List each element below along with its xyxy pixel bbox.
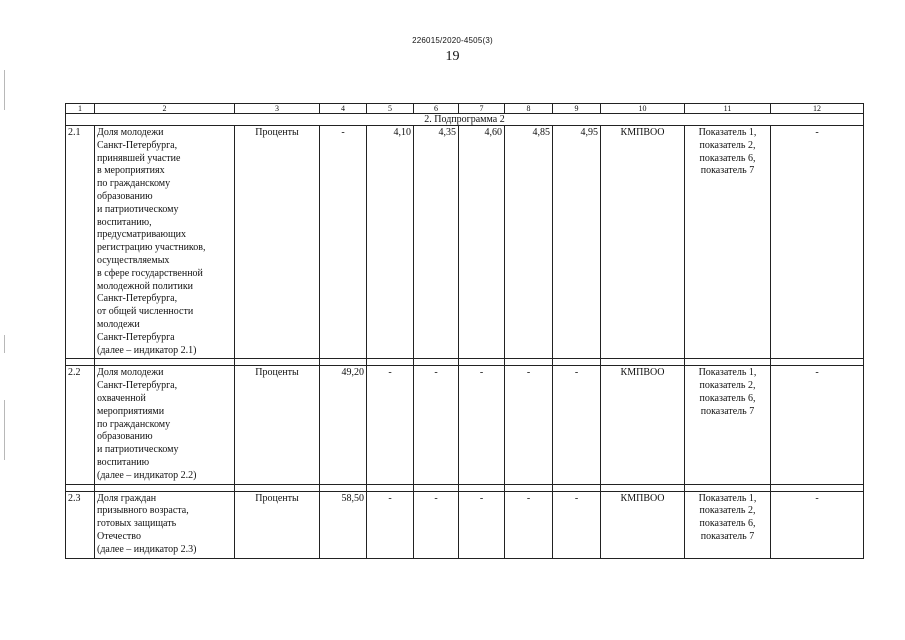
indicator-name-line: мероприятиями	[97, 405, 165, 417]
related-indicator-line: Показатель 1,	[698, 492, 757, 504]
executor-cell: КМПВОО	[601, 366, 685, 484]
separator-cell	[459, 359, 505, 366]
note-cell: -	[771, 491, 864, 558]
row-separator	[66, 484, 864, 491]
related-indicator-line: показатель 6,	[699, 392, 756, 404]
indicator-name-line: Отечество	[97, 530, 141, 542]
separator-cell	[505, 484, 553, 491]
indicator-name-line: (далее – индикатор 2.3)	[97, 543, 197, 555]
indicator-name-line: осуществляемых	[97, 254, 170, 266]
indicator-name-line: и патриотическому	[97, 444, 179, 456]
column-header: 8	[505, 104, 553, 114]
value-cell: -	[320, 126, 367, 359]
separator-cell	[553, 484, 601, 491]
separator-cell	[66, 359, 95, 366]
indicator-name-line: принявшей участие	[97, 152, 181, 164]
value-cell: 4,10	[367, 126, 414, 359]
column-header: 9	[553, 104, 601, 114]
separator-cell	[320, 484, 367, 491]
column-header: 5	[367, 104, 414, 114]
column-header: 4	[320, 104, 367, 114]
separator-cell	[414, 484, 459, 491]
value-cell: -	[505, 491, 553, 558]
value-cell: 4,95	[553, 126, 601, 359]
related-indicator-line: показатель 7	[700, 165, 755, 177]
indicator-name-cell	[95, 366, 235, 484]
related-indicator-line: показатель 2,	[699, 139, 756, 151]
related-indicator-line: Показатель 1,	[698, 127, 757, 138]
page-number: 19	[445, 49, 460, 64]
indicator-name-line: Санкт-Петербурга,	[97, 380, 178, 392]
scan-edge-mark	[4, 70, 5, 110]
executor-cell: КМПВОО	[601, 491, 685, 558]
row-separator	[66, 359, 864, 366]
indicator-name-cell	[95, 126, 235, 359]
unit-cell: Проценты	[235, 491, 320, 558]
column-header: 3	[235, 104, 320, 114]
value-cell: -	[553, 491, 601, 558]
unit-cell: Проценты	[235, 126, 320, 359]
separator-cell	[459, 484, 505, 491]
related-indicators-cell	[685, 366, 771, 484]
value-cell: -	[367, 366, 414, 484]
indicator-name-line: от общей численности	[97, 306, 194, 318]
separator-cell	[771, 484, 864, 491]
indicator-name-line: воспитанию	[97, 456, 150, 468]
separator-cell	[235, 359, 320, 366]
scan-edge-mark	[4, 400, 5, 460]
separator-cell	[685, 484, 771, 491]
separator-cell	[66, 484, 95, 491]
indicator-name-cell	[95, 491, 235, 558]
value-cell: -	[414, 366, 459, 484]
indicator-name-line: призывного возраста,	[97, 505, 189, 517]
indicator-name-line: в сфере государственной	[97, 267, 203, 279]
value-cell: 4,85	[505, 126, 553, 359]
indicator-name-line: предусматривающих	[97, 229, 187, 241]
scan-edge-mark	[4, 335, 5, 353]
indicator-name-line: образованию	[97, 190, 153, 202]
value-cell: 58,50	[320, 491, 367, 558]
value-cell: -	[505, 366, 553, 484]
indicator-name-line: Доля молодежи	[97, 367, 164, 379]
value-cell: 49,20	[320, 366, 367, 484]
indicator-name-line: и патриотическому	[97, 203, 179, 215]
indicator-name-line: молодежи	[97, 318, 140, 330]
indicator-name-line: образованию	[97, 431, 153, 443]
indicator-number-cell: 2.3	[66, 491, 95, 558]
indicator-name-line: (далее – индикатор 2.2)	[97, 469, 197, 481]
value-cell: -	[459, 366, 505, 484]
separator-cell	[601, 359, 685, 366]
column-number-header	[66, 104, 864, 114]
document-stamp: 226015/2020-4505(3)	[412, 36, 493, 45]
section-row	[66, 114, 864, 126]
indicator-name-line: по гражданскому	[97, 418, 171, 430]
separator-cell	[414, 359, 459, 366]
indicators-table	[65, 103, 864, 559]
indicator-name-line: Санкт-Петербурга,	[97, 293, 178, 305]
column-header: 12	[771, 104, 864, 114]
indicator-name-line: молодежной политики	[97, 280, 194, 292]
note-cell: -	[771, 126, 864, 359]
separator-cell	[367, 359, 414, 366]
value-cell: 4,60	[459, 126, 505, 359]
value-cell: 4,35	[414, 126, 459, 359]
indicator-name-line: Доля граждан	[97, 492, 157, 504]
indicator-number-cell: 2.2	[66, 366, 95, 484]
related-indicator-line: Показатель 1,	[698, 367, 757, 379]
column-header: 10	[601, 104, 685, 114]
note-cell: -	[771, 366, 864, 484]
indicator-name-line: по гражданскому	[97, 178, 171, 190]
column-header: 7	[459, 104, 505, 114]
separator-cell	[505, 359, 553, 366]
related-indicator-line: показатель 7	[700, 405, 755, 417]
table-row	[66, 366, 864, 484]
table-row	[66, 491, 864, 558]
value-cell: -	[553, 366, 601, 484]
separator-cell	[235, 484, 320, 491]
separator-cell	[95, 484, 235, 491]
related-indicators-cell	[685, 126, 771, 359]
indicator-name-line: Санкт-Петербурга,	[97, 139, 178, 151]
indicator-name-line: Доля молодежи	[97, 127, 164, 138]
column-header: 1	[66, 104, 95, 114]
value-cell: -	[414, 491, 459, 558]
indicator-name-line: (далее – индикатор 2.1)	[97, 344, 197, 356]
related-indicator-line: показатель 6,	[699, 152, 756, 164]
related-indicator-line: показатель 7	[700, 530, 755, 542]
section-title: 2. Подпрограмма 2	[66, 114, 864, 126]
indicator-name-line: воспитанию,	[97, 216, 152, 228]
indicator-name-line: Санкт-Петербурга	[97, 331, 175, 343]
separator-cell	[320, 359, 367, 366]
value-cell: -	[367, 491, 414, 558]
indicator-name-line: регистрацию участников,	[97, 242, 206, 254]
executor-cell: КМПВОО	[601, 126, 685, 359]
indicator-name-line: в мероприятиях	[97, 165, 165, 177]
separator-cell	[771, 359, 864, 366]
separator-cell	[367, 484, 414, 491]
separator-cell	[685, 359, 771, 366]
related-indicator-line: показатель 2,	[699, 380, 756, 392]
indicator-number-cell: 2.1	[66, 126, 95, 359]
column-header: 2	[95, 104, 235, 114]
separator-cell	[553, 359, 601, 366]
indicator-name-line: готовых защищать	[97, 518, 177, 530]
table-row	[66, 126, 864, 359]
column-header: 11	[685, 104, 771, 114]
indicator-name-line: охваченной	[97, 392, 146, 404]
related-indicators-cell	[685, 491, 771, 558]
column-header: 6	[414, 104, 459, 114]
value-cell: -	[459, 491, 505, 558]
related-indicator-line: показатель 2,	[699, 505, 756, 517]
separator-cell	[95, 359, 235, 366]
unit-cell: Проценты	[235, 366, 320, 484]
related-indicator-line: показатель 6,	[699, 518, 756, 530]
separator-cell	[601, 484, 685, 491]
